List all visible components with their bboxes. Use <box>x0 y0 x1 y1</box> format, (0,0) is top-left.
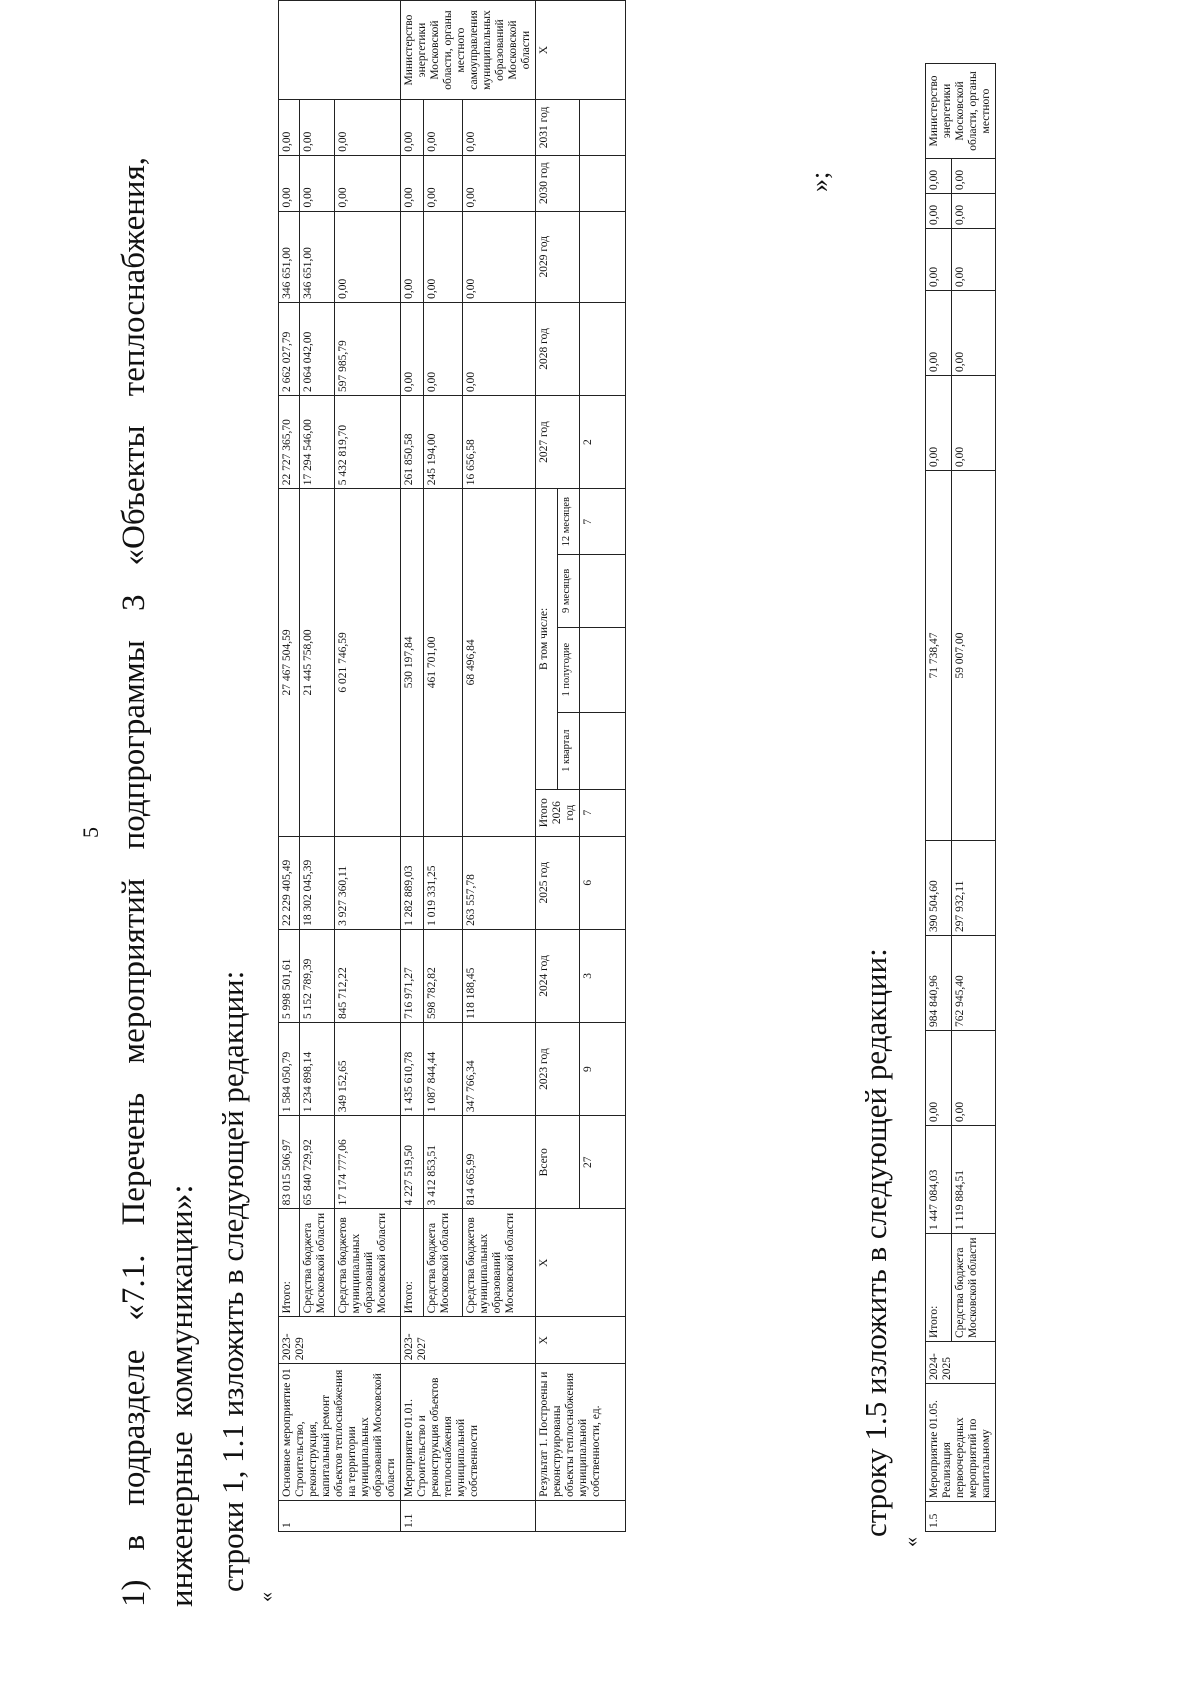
result-head-2027: 2027 год <box>536 396 580 489</box>
funding-2024: 5 998 501,61 <box>279 929 300 1022</box>
funding-2025: 22 229 405,49 <box>279 836 300 929</box>
result-2025: 6 <box>580 836 626 929</box>
result-2027: 2 <box>580 396 626 489</box>
closing-quote: »; <box>805 171 834 192</box>
activity-name: Мероприятие 01.05. Реализация первоочередных мероприятий по капитальному <box>926 1384 996 1502</box>
result-source: Х <box>536 1209 626 1317</box>
funding-2026: 6 021 746,59 <box>335 489 401 836</box>
funding-2023: 347 766,34 <box>463 1022 536 1115</box>
funding-2024: 598 782,82 <box>423 929 462 1022</box>
funding-2027: 16 656,58 <box>463 396 536 489</box>
funding-2024: 716 971,27 <box>401 929 424 1022</box>
funding-2025: 1 019 331,25 <box>423 836 462 929</box>
funding-total: 1 447 084,03 <box>926 1126 952 1234</box>
funding-2023: 0,00 <box>926 1031 952 1126</box>
funding-2029: 346 651,00 <box>299 211 335 302</box>
intro-paragraph-3: строку 1.5 изложить в следующей редакции: <box>858 948 893 1537</box>
funding-total: 3 412 853,51 <box>423 1116 462 1209</box>
funding-2025: 263 557,78 <box>463 836 536 929</box>
opening-quote: « <box>255 1592 277 1602</box>
activity-name: Основное мероприятие 01 Строительство, реконструкция, капитальный ремонт объектов теплоснабжения на территории муниципальных образований Московской области <box>279 1364 401 1501</box>
result-head-2028: 2028 год <box>536 302 580 395</box>
responsible-executor <box>279 1 401 100</box>
funding-2023: 1 435 610,78 <box>401 1022 424 1115</box>
funding-2027: 0,00 <box>951 376 995 471</box>
result-head-2025: 2025 год <box>536 836 580 929</box>
funding-2028: 0,00 <box>463 302 536 395</box>
funding-2030: 0,00 <box>299 155 335 211</box>
funding-2030: 0,00 <box>926 194 952 229</box>
funding-2024: 5 152 789,39 <box>299 929 335 1022</box>
table-row <box>536 1 558 1532</box>
funding-2025: 3 927 360,11 <box>335 836 401 929</box>
funding-2030: 0,00 <box>401 155 424 211</box>
result-2023: 9 <box>580 1022 626 1115</box>
funding-source: Итого: <box>279 1209 300 1317</box>
funding-2024: 845 712,22 <box>335 929 401 1022</box>
result-head-2031: 2031 год <box>536 100 580 156</box>
funding-2029: 0,00 <box>401 211 424 302</box>
responsible-executor: Министерство энергетики Московской области, органы местного <box>926 64 996 159</box>
funding-2024: 984 840,96 <box>926 936 952 1031</box>
funding-2031: 0,00 <box>299 100 335 156</box>
funding-2026: 27 467 504,59 <box>279 489 300 836</box>
result-head-m9: 9 месяцев <box>558 555 580 627</box>
funding-2028: 0,00 <box>926 291 952 376</box>
activity-period: 2024-2025 <box>926 1342 996 1384</box>
table-row <box>423 1 462 1532</box>
funding-2028: 0,00 <box>401 302 424 395</box>
funding-2028: 0,00 <box>951 291 995 376</box>
result-head-2023: 2023 год <box>536 1022 580 1115</box>
funding-2030: 0,00 <box>279 155 300 211</box>
funding-2028: 2 064 042,00 <box>299 302 335 395</box>
funding-2028: 597 985,79 <box>335 302 401 395</box>
row-number: 1.5 <box>926 1502 996 1532</box>
table-row <box>401 1 424 1532</box>
funding-2026: 461 701,00 <box>423 489 462 836</box>
funding-2023: 1 584 050,79 <box>279 1022 300 1115</box>
result-period: Х <box>536 1317 626 1364</box>
result-name: Результат 1. Построены и реконструированы объекты теплоснабжения муниципальной собственности, ед. <box>536 1364 626 1501</box>
result-m9 <box>580 555 626 627</box>
activities-table <box>278 0 626 1532</box>
row-number: 1 <box>279 1500 401 1531</box>
result-total: 27 <box>580 1116 626 1209</box>
funding-2029: 0,00 <box>423 211 462 302</box>
table-row <box>335 1 401 1532</box>
funding-2031: 0,00 <box>401 100 424 156</box>
funding-2023: 1 087 844,44 <box>423 1022 462 1115</box>
funding-2031: 0,00 <box>463 100 536 156</box>
funding-2025: 18 302 045,39 <box>299 836 335 929</box>
activity-name: Мероприятие 01.01. Строительство и реконструкция объектов теплоснабжения муниципальной собственности <box>401 1364 536 1501</box>
funding-source: Средства бюджетов муниципальных образований Московской области <box>335 1209 401 1317</box>
funding-2030: 0,00 <box>335 155 401 211</box>
result-head-2030: 2030 год <box>536 155 580 211</box>
funding-2023: 1 234 898,14 <box>299 1022 335 1115</box>
funding-source: Средства бюджета Московской области <box>423 1209 462 1317</box>
funding-2028: 2 662 027,79 <box>279 302 300 395</box>
opening-quote-2: « <box>900 1537 922 1547</box>
result-h1 <box>580 627 626 712</box>
intro-paragraph-2: строки 1, 1.1 изложить в следующей редакции: <box>215 970 250 1592</box>
funding-2031: 0,00 <box>423 100 462 156</box>
result-head-2024: 2024 год <box>536 929 580 1022</box>
funding-2027: 0,00 <box>926 376 952 471</box>
funding-total: 83 015 506,97 <box>279 1116 300 1209</box>
intro-paragraph-1: 1) в подразделе «7.1. Перечень мероприятий подпрограммы 3 «Объекты теплоснабжения, инженерные коммуникации»: <box>116 157 200 1607</box>
funding-2023: 349 152,65 <box>335 1022 401 1115</box>
page-number: 5 <box>78 827 103 838</box>
funding-2027: 261 850,58 <box>401 396 424 489</box>
funding-source: Итого: <box>401 1209 424 1317</box>
activity-1-5-table <box>925 63 996 1532</box>
funding-2023: 0,00 <box>951 1031 995 1126</box>
funding-source: Средства бюджета Московской области <box>299 1209 335 1317</box>
result-head-m12: 12 месяцев <box>558 489 580 555</box>
funding-2027: 5 432 819,70 <box>335 396 401 489</box>
result-head-2026: Итого 2026 год <box>536 789 580 836</box>
funding-2027: 245 194,00 <box>423 396 462 489</box>
funding-2029: 0,00 <box>926 229 952 291</box>
funding-2031: 0,00 <box>951 159 995 194</box>
table-row <box>951 64 995 1532</box>
funding-2031: 0,00 <box>926 159 952 194</box>
funding-2026: 71 738,47 <box>926 471 952 841</box>
funding-2029: 0,00 <box>335 211 401 302</box>
funding-total: 17 174 777,06 <box>335 1116 401 1209</box>
funding-2025: 1 282 889,03 <box>401 836 424 929</box>
funding-2026: 530 197,84 <box>401 489 424 836</box>
funding-2026: 21 445 758,00 <box>299 489 335 836</box>
funding-2027: 17 294 546,00 <box>299 396 335 489</box>
result-head-in-that: В том числе: <box>536 489 558 789</box>
result-head-q1: 1 квартал <box>558 712 580 789</box>
table-row <box>463 1 536 1532</box>
result-2026: 7 <box>580 789 626 836</box>
activity-period: 2023-2029 <box>279 1317 401 1364</box>
funding-2026: 68 496,84 <box>463 489 536 836</box>
activity-period: 2023-2027 <box>401 1317 536 1364</box>
funding-2026: 59 007,00 <box>951 471 995 841</box>
funding-source: Средства бюджета Московской области <box>951 1234 995 1342</box>
funding-2029: 0,00 <box>463 211 536 302</box>
table-row <box>299 1 335 1532</box>
funding-source: Итого: <box>926 1234 952 1342</box>
table-row <box>926 64 952 1532</box>
funding-2024: 118 188,45 <box>463 929 536 1022</box>
result-head-total: Всего <box>536 1116 580 1209</box>
funding-total: 65 840 729,92 <box>299 1116 335 1209</box>
funding-2025: 297 932,11 <box>951 841 995 936</box>
funding-2031: 0,00 <box>335 100 401 156</box>
result-m12: 7 <box>580 489 626 555</box>
funding-2030: 0,00 <box>423 155 462 211</box>
funding-total: 4 227 519,50 <box>401 1116 424 1209</box>
funding-2030: 0,00 <box>951 194 995 229</box>
result-q1 <box>580 712 626 789</box>
funding-2027: 22 727 365,70 <box>279 396 300 489</box>
result-head-h1: 1 полугодие <box>558 627 580 712</box>
result-2024: 3 <box>580 929 626 1022</box>
result-head-2029: 2029 год <box>536 211 580 302</box>
responsible-executor: Министерство энергетики Московской области, органы местного самоуправления муниципальных образований Московской области <box>401 1 536 100</box>
table-row <box>279 1 300 1532</box>
funding-total: 1 119 884,51 <box>951 1126 995 1234</box>
result-responsible: Х <box>536 1 626 100</box>
funding-2031: 0,00 <box>279 100 300 156</box>
funding-2029: 0,00 <box>951 229 995 291</box>
funding-2028: 0,00 <box>423 302 462 395</box>
funding-2024: 762 945,40 <box>951 936 995 1031</box>
funding-2030: 0,00 <box>463 155 536 211</box>
row-number: 1.1 <box>401 1500 536 1531</box>
funding-2029: 346 651,00 <box>279 211 300 302</box>
funding-total: 814 665,99 <box>463 1116 536 1209</box>
funding-2025: 390 504,60 <box>926 841 952 936</box>
funding-source: Средства бюджетов муниципальных образований Московской области <box>463 1209 536 1317</box>
